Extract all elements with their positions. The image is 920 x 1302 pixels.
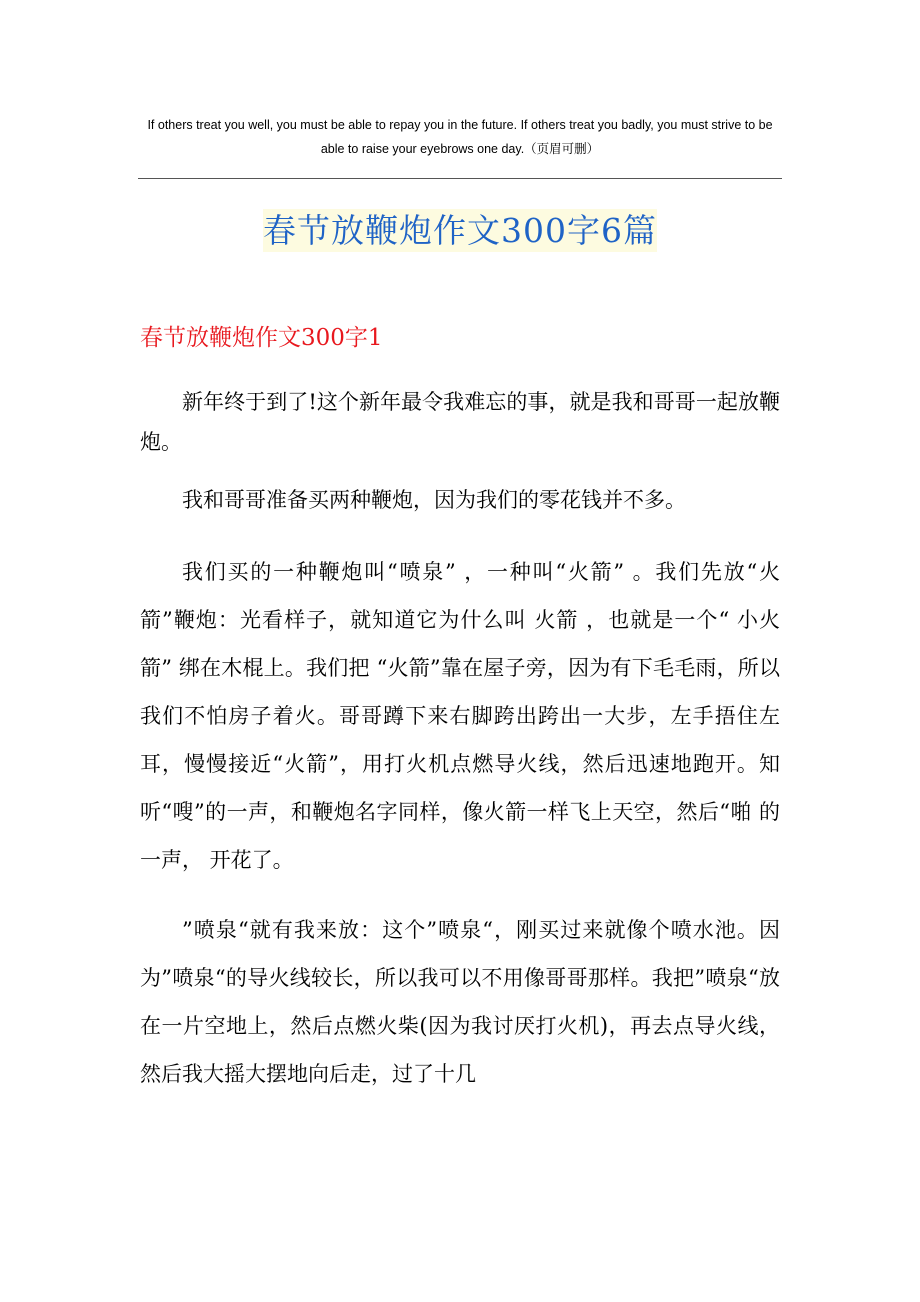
page-header-note: If others treat you well, you must be able to repay you in the future. If others treat you badly, you must strive to be able to raise your eyebrows one day.（页眉可删） bbox=[147, 118, 773, 156]
section-heading: 春节放鞭炮作文300字1 bbox=[140, 325, 383, 351]
paragraph-1: 新年终于到了!这个新年最令我难忘的事，就是我和哥哥一起放鞭炮。 bbox=[140, 390, 780, 454]
paragraph-3: 我们买的一种鞭炮叫“喷泉” ，一种叫“火箭” 。我们先放“火箭”鞭炮：光看样子，就知道它为什么叫 火箭 ，也就是一个“ 小火箭” 绑在木棍上。我们把 “火箭”靠在屋子旁，因为有下毛毛雨，所以我们不怕房子着火。哥哥蹲下来右脚跨出跨出一大步，左手捂住左耳，慢慢接近“火箭”，用打火机点燃导火线，然后迅速地跑开。知听“嗖”的一声，和鞭炮名字同样，像火箭一样飞上天空，然后“啪 的一声， 开花了。 bbox=[140, 560, 780, 872]
paragraph-2: 我和哥哥准备买两种鞭炮，因为我们的零花钱并不多。 bbox=[182, 488, 686, 512]
header-divider bbox=[138, 178, 782, 179]
article-body bbox=[140, 382, 780, 1116]
document-title bbox=[0, 206, 920, 256]
document-title-text: 春节放鞭炮作文300字6篇 bbox=[263, 211, 657, 250]
paragraph-4: ”喷泉“就有我来放：这个”喷泉“，刚买过来就像个喷水池。因为”喷泉“的导火线较长，所以我可以不用像哥哥那样。我把”喷泉“放在一片空地上，然后点燃火柴(因为我讨厌打火机)，再去点导火线，然后我大摇大摆地向后走，过了十几 bbox=[140, 918, 780, 1086]
